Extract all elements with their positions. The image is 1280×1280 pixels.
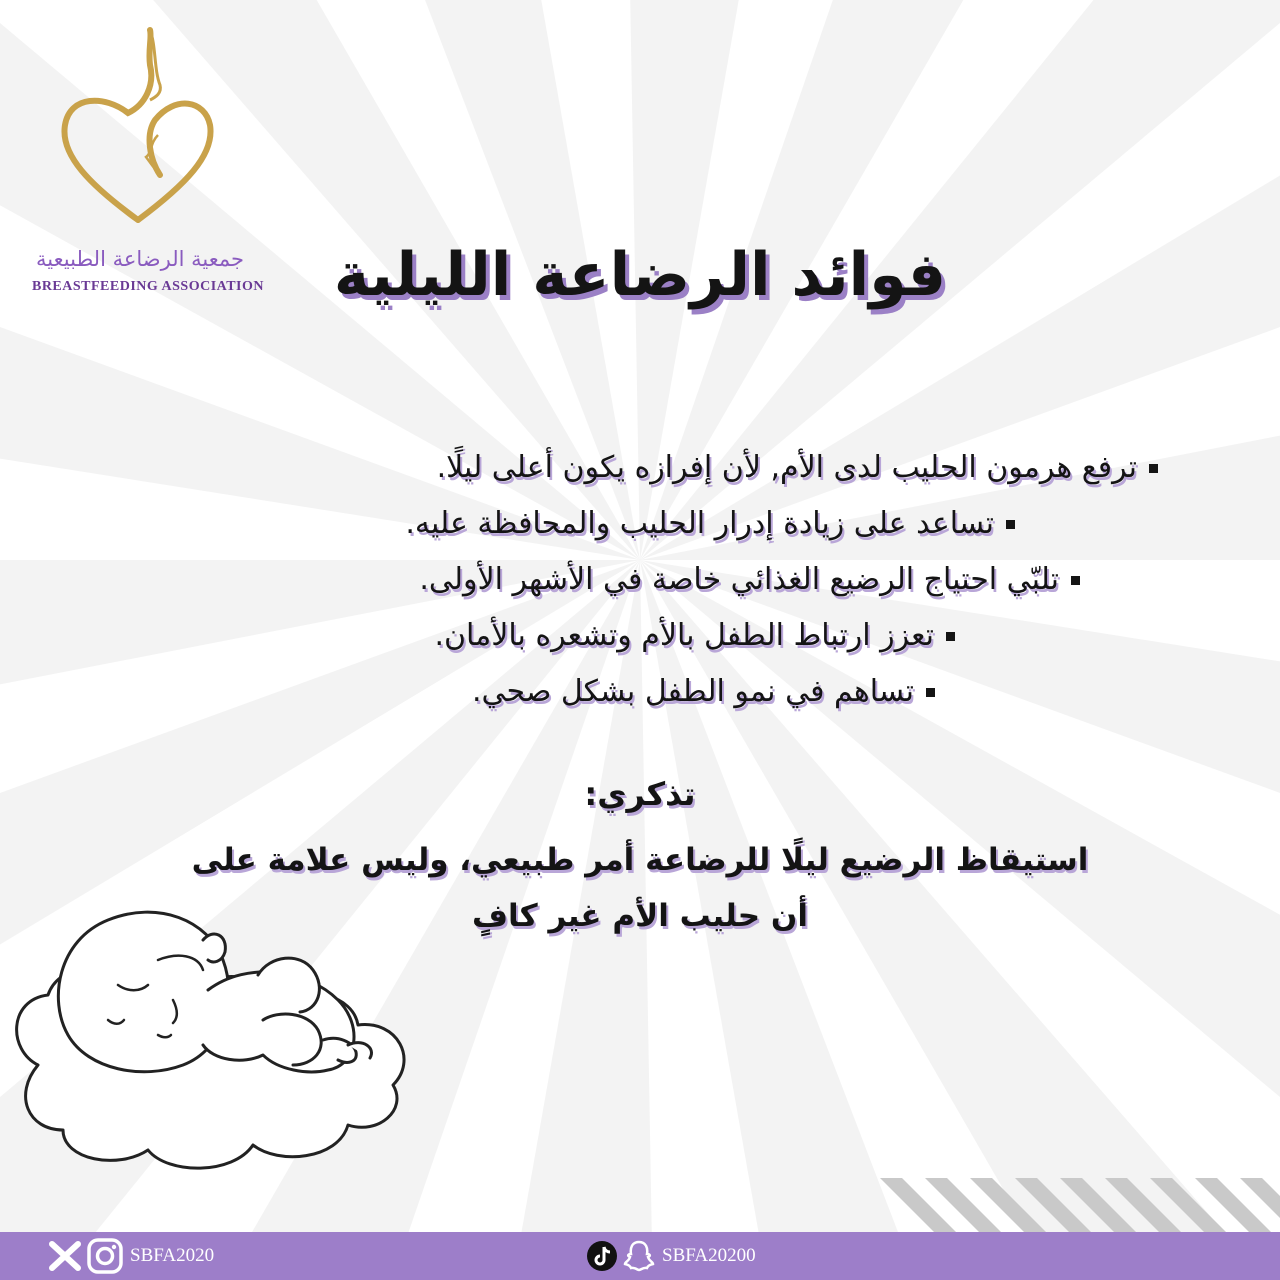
bullet-icon	[1006, 520, 1015, 529]
sleeping-baby-on-cloud-illustration	[8, 860, 418, 1210]
benefit-item: ترفع هرمون الحليب لدى الأم, لأن إفرازه يكون أعلى ليلًا.	[150, 440, 1170, 496]
decorative-stripes	[870, 1178, 1280, 1238]
social-footer-bar	[0, 1232, 1280, 1280]
association-logo	[10, 25, 270, 294]
page-title: فوائد الرضاعة الليلية	[333, 240, 947, 310]
right-social-handle[interactable]: SBFA20200	[662, 1245, 756, 1266]
reminder-line-1: استيقاظ الرضيع ليلًا للرضاعة أمر طبيعي، وليس علامة على	[191, 842, 1089, 878]
benefits-list	[150, 440, 1170, 720]
benefit-item: تلبّي احتياج الرضيع الغذائي خاصة في الأشهر الأولى.	[150, 552, 1170, 608]
bullet-icon	[1071, 576, 1080, 585]
logo-arabic-name: جمعية الرضاعة الطبيعية	[36, 247, 244, 271]
benefit-item: تساهم في نمو الطفل بشكل صحي.	[150, 664, 1170, 720]
snapchat-icon[interactable]	[622, 1239, 656, 1273]
tiktok-icon[interactable]	[586, 1240, 618, 1272]
left-social-handle[interactable]: SBFA2020	[130, 1245, 215, 1266]
instagram-icon[interactable]	[86, 1237, 124, 1275]
logo-english-name: BREASTFEEDING ASSOCIATION	[31, 279, 265, 294]
reminder-line-2: أن حليب الأم غير كافٍ	[472, 898, 808, 934]
footer-left-social	[48, 1232, 214, 1280]
bullet-icon	[946, 632, 955, 641]
bullet-icon	[926, 688, 935, 697]
footer-right-social	[586, 1232, 756, 1280]
benefit-item: تساعد على زيادة إدرار الحليب والمحافظة عليه.	[150, 496, 1170, 552]
heart-mother-logo-icon	[10, 25, 270, 245]
benefit-item: تعزز ارتباط الطفل بالأم وتشعره بالأمان.	[150, 608, 1170, 664]
x-icon[interactable]	[48, 1241, 82, 1271]
bullet-icon	[1149, 464, 1158, 473]
reminder-label: تذكري:	[584, 775, 696, 813]
